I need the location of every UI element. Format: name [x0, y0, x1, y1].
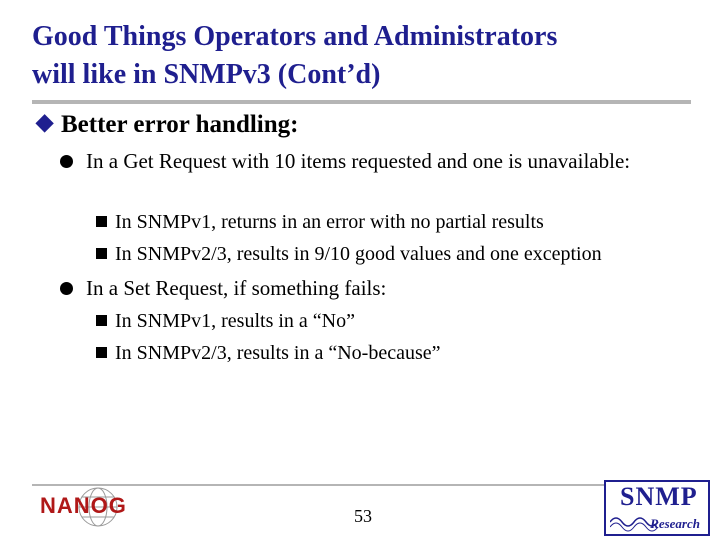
sub-bullet-text: In a Get Request with 10 items requested and one is unavailable:	[86, 149, 631, 173]
nanog-logo-text: NANOG	[40, 493, 127, 518]
main-bullet-text: Better error handling:	[61, 111, 299, 138]
page-number: 53	[354, 506, 372, 526]
square-bullet-icon	[96, 248, 107, 259]
list-item	[96, 241, 602, 267]
research-logo-text: Research	[650, 516, 700, 531]
round-bullet-icon	[60, 155, 73, 168]
list-item-text: In SNMPv1, returns in an error with no partial results	[115, 211, 544, 233]
main-bullet	[32, 110, 298, 140]
list-item-text: In SNMPv2/3, results in a “No-because”	[115, 342, 441, 364]
list-item-text: In SNMPv2/3, results in 9/10 good values and one exception	[115, 243, 602, 265]
slide-title	[32, 18, 692, 94]
nanog-logo	[40, 486, 150, 528]
list-item	[96, 308, 355, 334]
list-item	[96, 209, 544, 235]
diamond-bullet-icon	[35, 114, 53, 132]
snmp-research-logo	[604, 480, 710, 536]
title-line-2: will like in SNMPv3 (Cont’d)	[32, 59, 381, 90]
square-bullet-icon	[96, 315, 107, 326]
list-item	[96, 340, 441, 366]
square-bullet-icon	[96, 216, 107, 227]
title-divider	[32, 100, 691, 104]
snmp-logo-text: SNMP	[620, 482, 698, 511]
title-line-1: Good Things Operators and Administrators	[32, 21, 558, 52]
list-item-text: In SNMPv1, results in a “No”	[115, 310, 355, 332]
round-bullet-icon	[60, 282, 73, 295]
square-bullet-icon	[96, 347, 107, 358]
sub-bullet-text: In a Set Request, if something fails:	[86, 276, 387, 300]
